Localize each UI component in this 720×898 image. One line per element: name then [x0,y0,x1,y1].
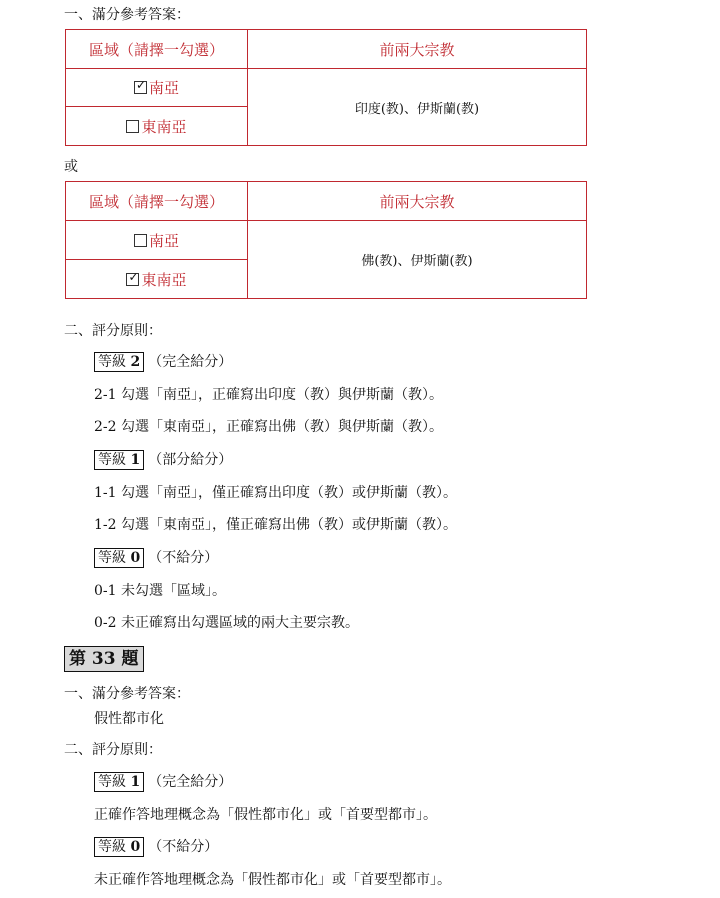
option-southeast-asia[interactable]: 東南亞 [66,107,248,146]
level-box: 等級 0 [94,837,144,857]
col-header-region: 區域（請擇一勾選） [66,30,248,69]
q33-criteria-heading: 二、評分原則： [64,742,162,758]
or-text: 或 [64,159,78,175]
q33-level-1-text: 正確作答地理概念為「假性都市化」或「首要型都市」。 [94,807,437,823]
col-header-religion: 前兩大宗教 [248,30,587,69]
q33-level-1-label: 等級 1 （完全給分） [94,772,232,792]
level-box: 等級 1 [94,772,144,792]
criterion-2-2: 2-2 勾選「東南亞」，正確寫出佛（教）與伊斯蘭（教）。 [94,419,443,435]
criterion-0-2: 0-2 未正確寫出勾選區域的兩大主要宗教。 [94,615,359,631]
checkbox-icon[interactable]: ✓ [135,78,147,92]
checkbox-icon[interactable]: ✓ [128,269,139,284]
q33-answer-heading: 一、滿分參考答案： [64,686,190,702]
religion-answer: 印度(教)、伊斯蘭(教) [248,69,587,146]
criteria-heading: 二、評分原則： [64,323,162,339]
criterion-0-1: 0-1 未勾選「區域」。 [94,583,226,599]
option-south-asia[interactable]: ✓ 南亞 [66,69,248,107]
criterion-1-2: 1-2 勾選「東南亞」，僅正確寫出佛（教）或伊斯蘭（教）。 [94,517,457,533]
q33-answer: 假性都市化 [94,711,164,727]
level-box: 等級 2 [94,352,144,372]
question-33-heading: 第 33 題 [64,646,144,672]
q33-level-0-text: 未正確作答地理概念為「假性都市化」或「首要型都市」。 [94,872,451,888]
option-south-asia[interactable]: 南亞 [66,221,248,260]
level-0-label: 等級 0 （不給分） [94,548,218,568]
answer-heading: 一、滿分參考答案： [64,7,190,23]
level-2-label: 等級 2 （完全給分） [94,352,232,372]
religion-answer: 佛(教)、伊斯蘭(教) [248,221,587,299]
col-header-region: 區域（請擇一勾選） [66,182,248,221]
answer-table-2 [65,181,587,299]
level-1-label: 等級 1 （部分給分） [94,450,232,470]
checkbox-icon[interactable] [134,234,147,247]
q33-level-0-label: 等級 0 （不給分） [94,837,218,857]
option-southeast-asia[interactable]: ✓ 東南亞 [66,260,248,299]
criterion-1-1: 1-1 勾選「南亞」，僅正確寫出印度（教）或伊斯蘭（教）。 [94,485,457,501]
answer-table-1 [65,29,587,146]
col-header-religion: 前兩大宗教 [248,182,587,221]
checkbox-icon[interactable] [126,120,139,133]
criterion-2-1: 2-1 勾選「南亞」，正確寫出印度（教）與伊斯蘭（教）。 [94,387,443,403]
level-box: 等級 0 [94,548,144,568]
level-box: 等級 1 [94,450,144,470]
